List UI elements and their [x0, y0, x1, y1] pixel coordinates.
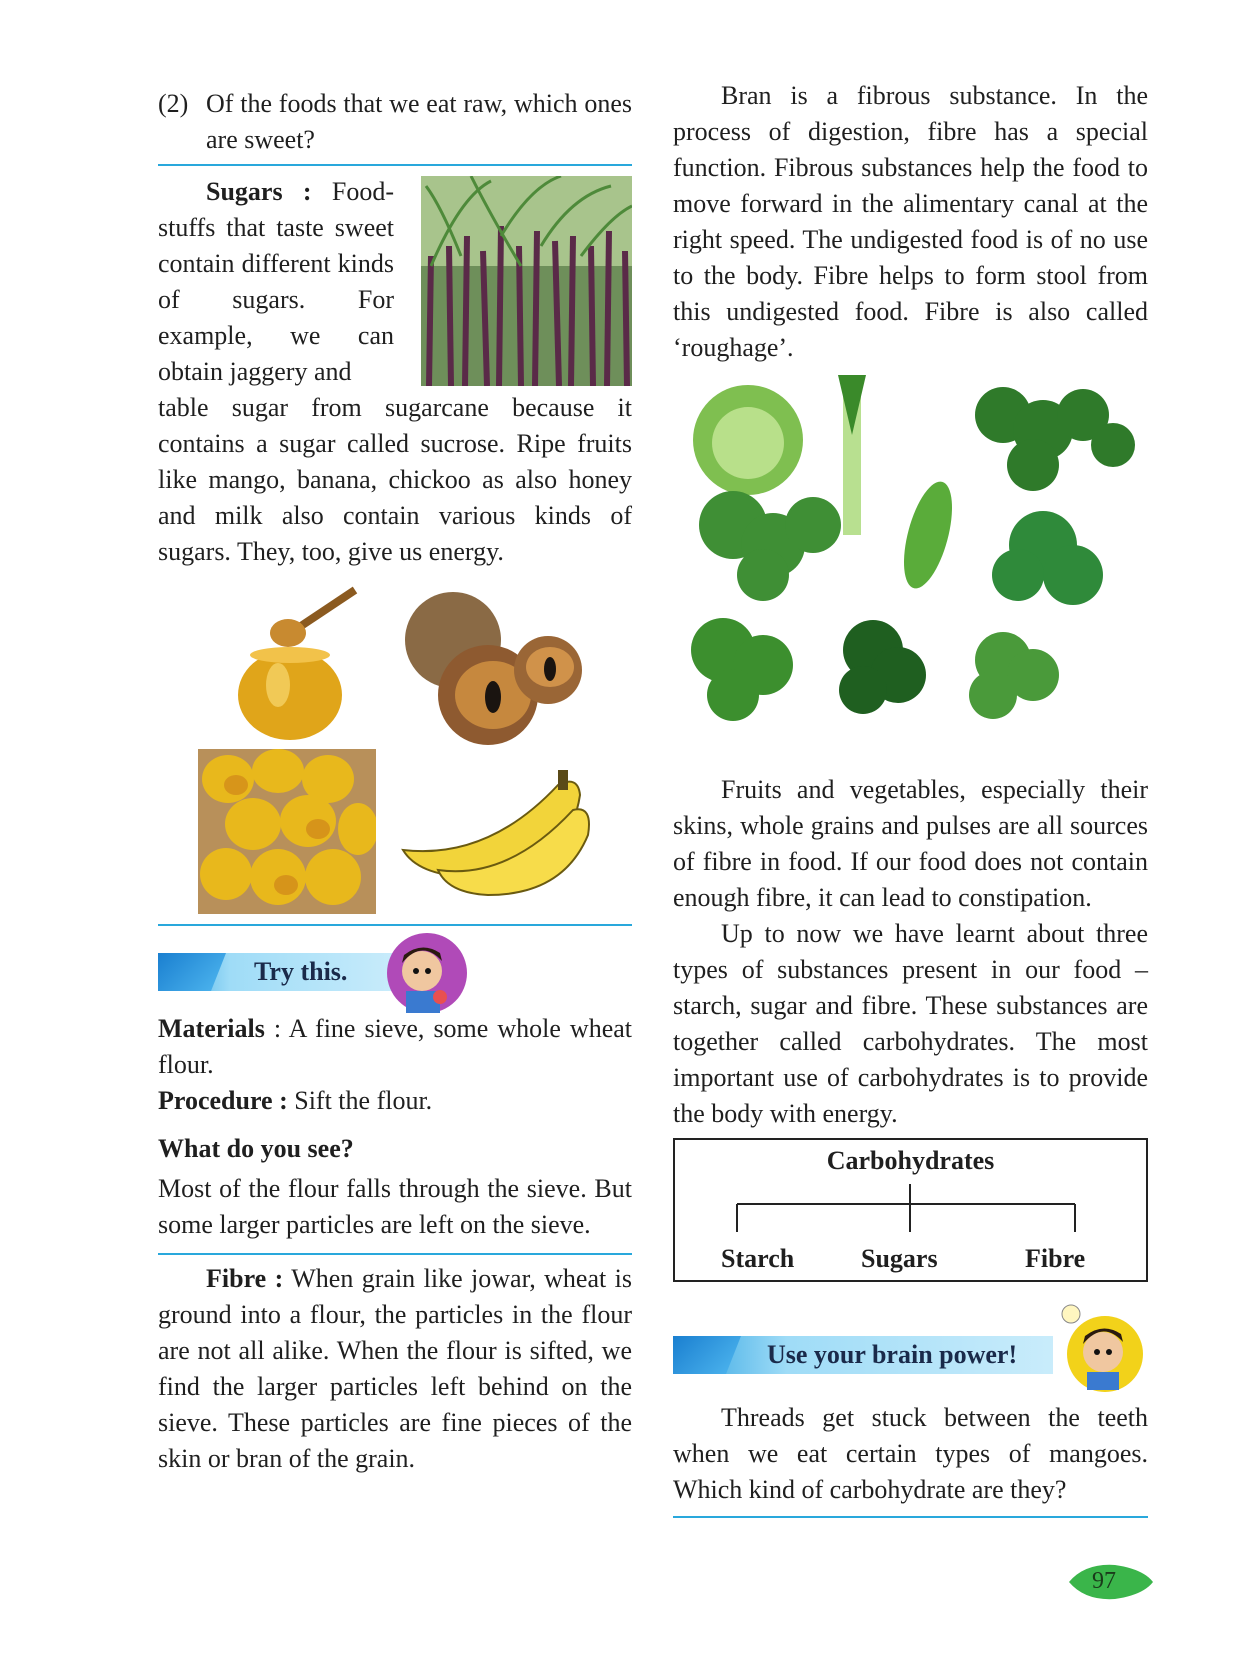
divider	[673, 1516, 1148, 1518]
honey-image	[230, 585, 360, 745]
threads-paragraph: Threads get stuck between the teeth when we eat certain types of mangoes. Which kind of carbohydrate are they?	[673, 1403, 1148, 1504]
mangoes-image	[198, 749, 376, 914]
try-this-banner	[158, 935, 632, 1005]
carbohydrates-diagram	[673, 1138, 1148, 1282]
bran-paragraph: Bran is a fibrous substance. In the process of digestion, fibre has a special function. Fibrous substances help the food to move forward in the alimentary canal at the right speed. The undigested food is of no use to the body. Fibre helps to form stool from this undigested food. Fibre is also called ‘roughage’.	[673, 81, 1148, 362]
right-lower-text	[673, 772, 1148, 1518]
materials-paragraph: Materials : A fine sieve, some whole wheat flour.	[158, 1014, 632, 1079]
see-heading: What do you see?	[158, 1134, 354, 1163]
diagram-branch-fibre: Fibre	[1025, 1244, 1086, 1273]
question-text: Of the foods that we eat raw, which ones are sweet?	[206, 89, 632, 154]
chickoo-image	[398, 585, 588, 755]
procedure-paragraph: Procedure : Sift the flour.	[158, 1086, 433, 1115]
diagram-branch-sugars: Sugars	[861, 1244, 938, 1273]
diagram-title: Carbohydrates	[826, 1146, 995, 1175]
materials-label: Materials	[158, 1014, 265, 1043]
fibre-label: Fibre :	[206, 1264, 284, 1293]
sugars-paragraph-1: Sugars : Food-stuffs that taste sweet contain different kinds of sugars. For example, we can obtain jaggery and	[158, 177, 394, 386]
upto-paragraph: Up to now we have learnt about three types of substances present in our food – starch, sugar and fibre. These substances are together called carbohydrates. The most important use of carbohydrates is to provide the body with energy.	[673, 919, 1148, 1128]
child-avatar-icon	[382, 931, 472, 1017]
question-number: (2)	[158, 89, 189, 118]
sugars-heading: Sugars :	[206, 177, 312, 206]
diagram-branch-starch: Starch	[721, 1244, 795, 1273]
divider	[158, 924, 632, 926]
sugars-paragraph-2: table sugar from sugarcane because it contains a sugar called sucrose. Ripe fruits like mango, banana, chickoo as also honey and milk also contain various kinds of sugars. They, too, give us energy.	[158, 393, 632, 566]
divider	[158, 1253, 632, 1255]
procedure-label: Procedure :	[158, 1086, 288, 1115]
brain-power-banner	[673, 1302, 1148, 1394]
question-2	[158, 86, 632, 158]
divider	[158, 164, 632, 166]
brain-power-label: Use your brain power!	[767, 1340, 1018, 1369]
diagram-connectors	[675, 1184, 1146, 1232]
see-paragraph: Most of the flour falls through the sieve. But some larger particles are left on the sieve.	[158, 1174, 632, 1239]
thinking-child-icon	[1057, 1302, 1147, 1394]
banana-image	[398, 765, 598, 900]
try-this-section	[158, 935, 632, 1477]
sugarcane-image	[421, 176, 632, 386]
right-column	[673, 78, 1148, 366]
leafy-vegetables-image	[673, 375, 1148, 760]
page-number: 97	[1092, 1568, 1116, 1594]
fruits-paragraph: Fruits and vegetables, especially their skins, whole grains and pulses are all sources of fibre in food. If our food does not contain enough fibre, it can lead to constipation.	[673, 775, 1148, 912]
try-this-label: Try this.	[254, 957, 348, 986]
page-number-leaf	[1055, 1563, 1153, 1601]
fibre-paragraph: Fibre : When grain like jowar, wheat is ground into a flour, the particles in the flour are not all alike. When the flour is sifted, we find the larger particles left behind on the sieve. These particles are fine pieces of the skin or bran of the grain.	[158, 1264, 632, 1473]
